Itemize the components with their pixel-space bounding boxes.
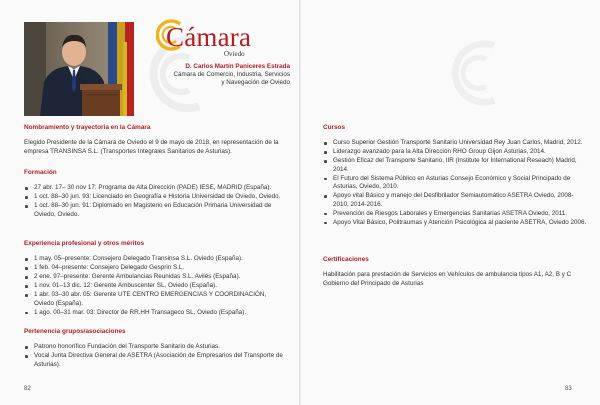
page-number-right: 83 xyxy=(565,386,572,392)
section-certificaciones xyxy=(323,256,587,288)
left-page xyxy=(0,0,299,405)
list-item: Curso Superior Gestión Transporte Sanitario Universidad Rey Juan Carlos, Madrid, 2012. xyxy=(323,139,587,148)
list-item: 1 oct. 88–30 jun. 91: Diplomado en Magisterio en Educación Primaria Universidad de Oviedo, Oviedo. xyxy=(24,202,286,219)
formacion-list xyxy=(24,184,286,219)
page-number-left: 82 xyxy=(24,386,31,392)
list-item: Apoyo Vital Básico, Politraumas y Atención Psicológica al paciente ASETRA, Oviedo 2006. xyxy=(323,219,587,228)
camara-watermark-icon xyxy=(441,34,501,112)
list-item: 27 abr. 17– 30 nov 17: Programa de Alta Dirección (PADE) IESE, MADRID (España). xyxy=(24,184,286,193)
list-item: 1 may. 05–presente: Consejero Delegado Transinsa S.L. Oviedo (España). xyxy=(24,255,286,264)
person-caption xyxy=(140,63,290,88)
list-item: Apoyo vital Básico y manejo del Desfibrilador Semiautomático ASETRA Oviedo, 2008-2010, 2014-2016. xyxy=(323,192,587,209)
section-nombramiento xyxy=(24,124,286,156)
section-title-cursos: Cursos xyxy=(323,124,346,131)
section-title-formacion: Formación xyxy=(24,169,57,176)
camara-logo xyxy=(156,22,280,58)
list-item: Prevención de Riesgos Laborales y Emergencias Sanitarias ASETRA Oviedo, 2011. xyxy=(323,210,587,219)
president-photo xyxy=(24,22,134,116)
list-item: Gestión Eficaz del Transporte Sanitario, IIR (Institute for International Reseach) Madrid, 2014. xyxy=(323,157,587,174)
list-item: El Futuro del Sistema Público en Asturias Consejo Económico y Social Principado de Asturias, Oviedo, 2010. xyxy=(323,175,587,192)
list-item: 1 abr. 03–30 abr. 05: Gerente UTE CENTRO EMERGENCIAS Y COORDINACIÓN, Oviedo (España). xyxy=(24,291,286,308)
list-item: 1 oct. 88–30 jun. 93: Licenciado en Geografía e Historia Universidad de Oviedo, Oviedo. xyxy=(24,193,286,202)
right-page xyxy=(301,0,600,405)
list-item: Vocal Junta Directiva General de ASETRA (Asociación de Empresarios del Transporte de Asturias). xyxy=(24,352,286,369)
section-cursos xyxy=(323,124,587,228)
list-item: 2 ene. 97–presente: Gerente Ambulancias Reunidas S.L. Avilés (España). xyxy=(24,273,286,282)
list-item: 1 feb. 04–presente: Consejero Delegado Gesprin S.L. xyxy=(24,264,286,273)
person-name: D. Carlos Martín Paniceres Estrada xyxy=(185,63,290,70)
logo-wordmark: Cámara xyxy=(166,22,252,52)
person-role-line-2: y Navegación de Oviedo xyxy=(221,79,290,87)
experiencia-list xyxy=(24,255,286,317)
list-item: Liderazgo avanzado para la Alta Dirección RHO Group Gijon Asturias, 2014. xyxy=(323,148,587,157)
list-item: 1 ago. 00–31 mar. 03: Director de RR.HH Transageco SL, Oviedo (España). xyxy=(24,309,286,318)
nombramiento-text: Elegido Presidente de la Cámara de Oviedo el 9 de mayo de 2018, en representación de la empresa TRANSINSA S.L. (Transportes Integrales Sanitarios de Asturias). xyxy=(24,139,279,155)
section-pertenencia xyxy=(24,328,286,370)
section-formacion xyxy=(24,169,286,220)
section-title-certificaciones: Certificaciones xyxy=(323,256,369,263)
person-role-line-1: Cámara de Comercio, Industria, Servicios xyxy=(173,71,290,79)
section-experiencia xyxy=(24,240,286,318)
certificaciones-text: Habilitación para prestación de Servicios en Vehículos de ambulancia tipos A1, A2, B y C Gobierno del Principado de Asturias xyxy=(323,271,572,287)
section-title-nombramiento: Nombramiento y trayectoria en la Cámara xyxy=(24,124,151,131)
logo-subtitle: Oviedo xyxy=(224,50,245,58)
list-item: Patrono honorífico Fundación del Transporte Sanitario de Asturias. xyxy=(24,343,286,352)
pertenencia-list xyxy=(24,343,286,369)
section-title-pertenencia: Pertenencia grupos/asociaciones xyxy=(24,328,126,335)
cursos-list xyxy=(323,139,587,227)
list-item: 1 nov. 01–13 dic. 12: Gerente Ambuscenter SL, Oviedo (España). xyxy=(24,282,286,291)
section-title-experiencia: Experiencia profesional y otros méritos xyxy=(24,240,145,247)
